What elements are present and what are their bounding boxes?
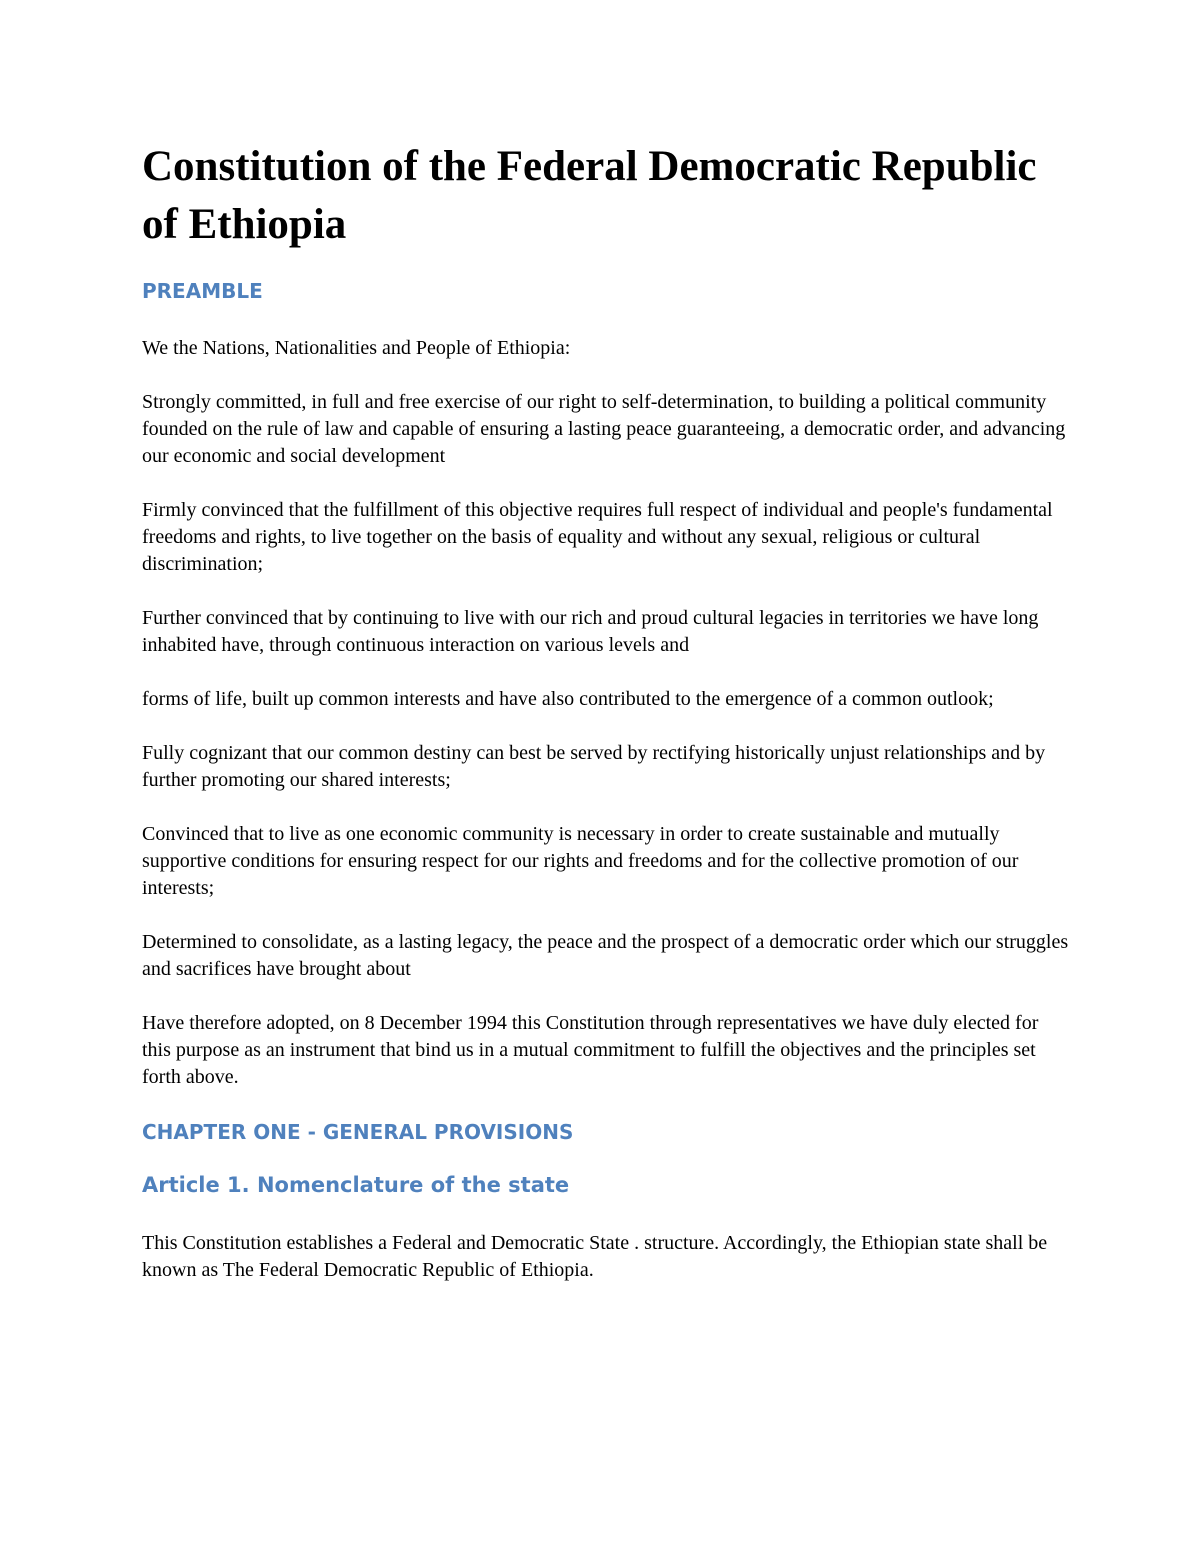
preamble-heading: PREAMBLE [142,279,263,303]
preamble-paragraph: Have therefore adopted, on 8 December 1994 this Constitution through representatives we have duly elected for this purpose as an instrument that bind us in a mutual commitment to fulfill the objectives and the principles set forth above. [142,1012,1039,1088]
preamble-paragraph: Strongly committed, in full and free exercise of our right to self-determination, to building a political community founded on the rule of law and capable of ensuring a lasting peace guaranteeing, a democratic order, and advancing our economic and social development [142,391,1066,467]
preamble-paragraph: Fully cognizant that our common destiny can best be served by rectifying historically unjust relationships and by further promoting our shared interests; [142,742,1046,791]
preamble-paragraph: Convinced that to live as one economic community is necessary in order to create sustainable and mutually supportive conditions for ensuring respect for our rights and freedoms and for the collective promotion of our interests; [142,823,1019,899]
preamble-paragraph: We the Nations, Nationalities and People of Ethiopia: [142,337,571,359]
document-body [142,138,1072,1284]
article-paragraph: This Constitution establishes a Federal and Democratic State . structure. Accordingly, the Ethiopian state shall be known as The Federal Democratic Republic of Ethiopia. [142,1232,1048,1281]
preamble-paragraph: Firmly convinced that the fulfillment of this objective requires full respect of individual and people's fundamental freedoms and rights, to live together on the basis of equality and without any sexual, religious or cultural discrimination; [142,499,1053,575]
preamble-paragraph: Determined to consolidate, as a lasting legacy, the peace and the prospect of a democratic order which our struggles and sacrifices have brought about [142,931,1069,980]
document-title: Constitution of the Federal Democratic Republic of Ethiopia [142,143,1037,248]
article-heading: Article 1. Nomenclature of the state [142,1173,570,1197]
chapter-heading: CHAPTER ONE - GENERAL PROVISIONS [142,1120,574,1144]
preamble-paragraph: Further convinced that by continuing to live with our rich and proud cultural legacies in territories we have long inhabited have, through continuous interaction on various levels and [142,607,1039,656]
preamble-paragraph: forms of life, built up common interests and have also contributed to the emergence of a common outlook; [142,688,994,710]
